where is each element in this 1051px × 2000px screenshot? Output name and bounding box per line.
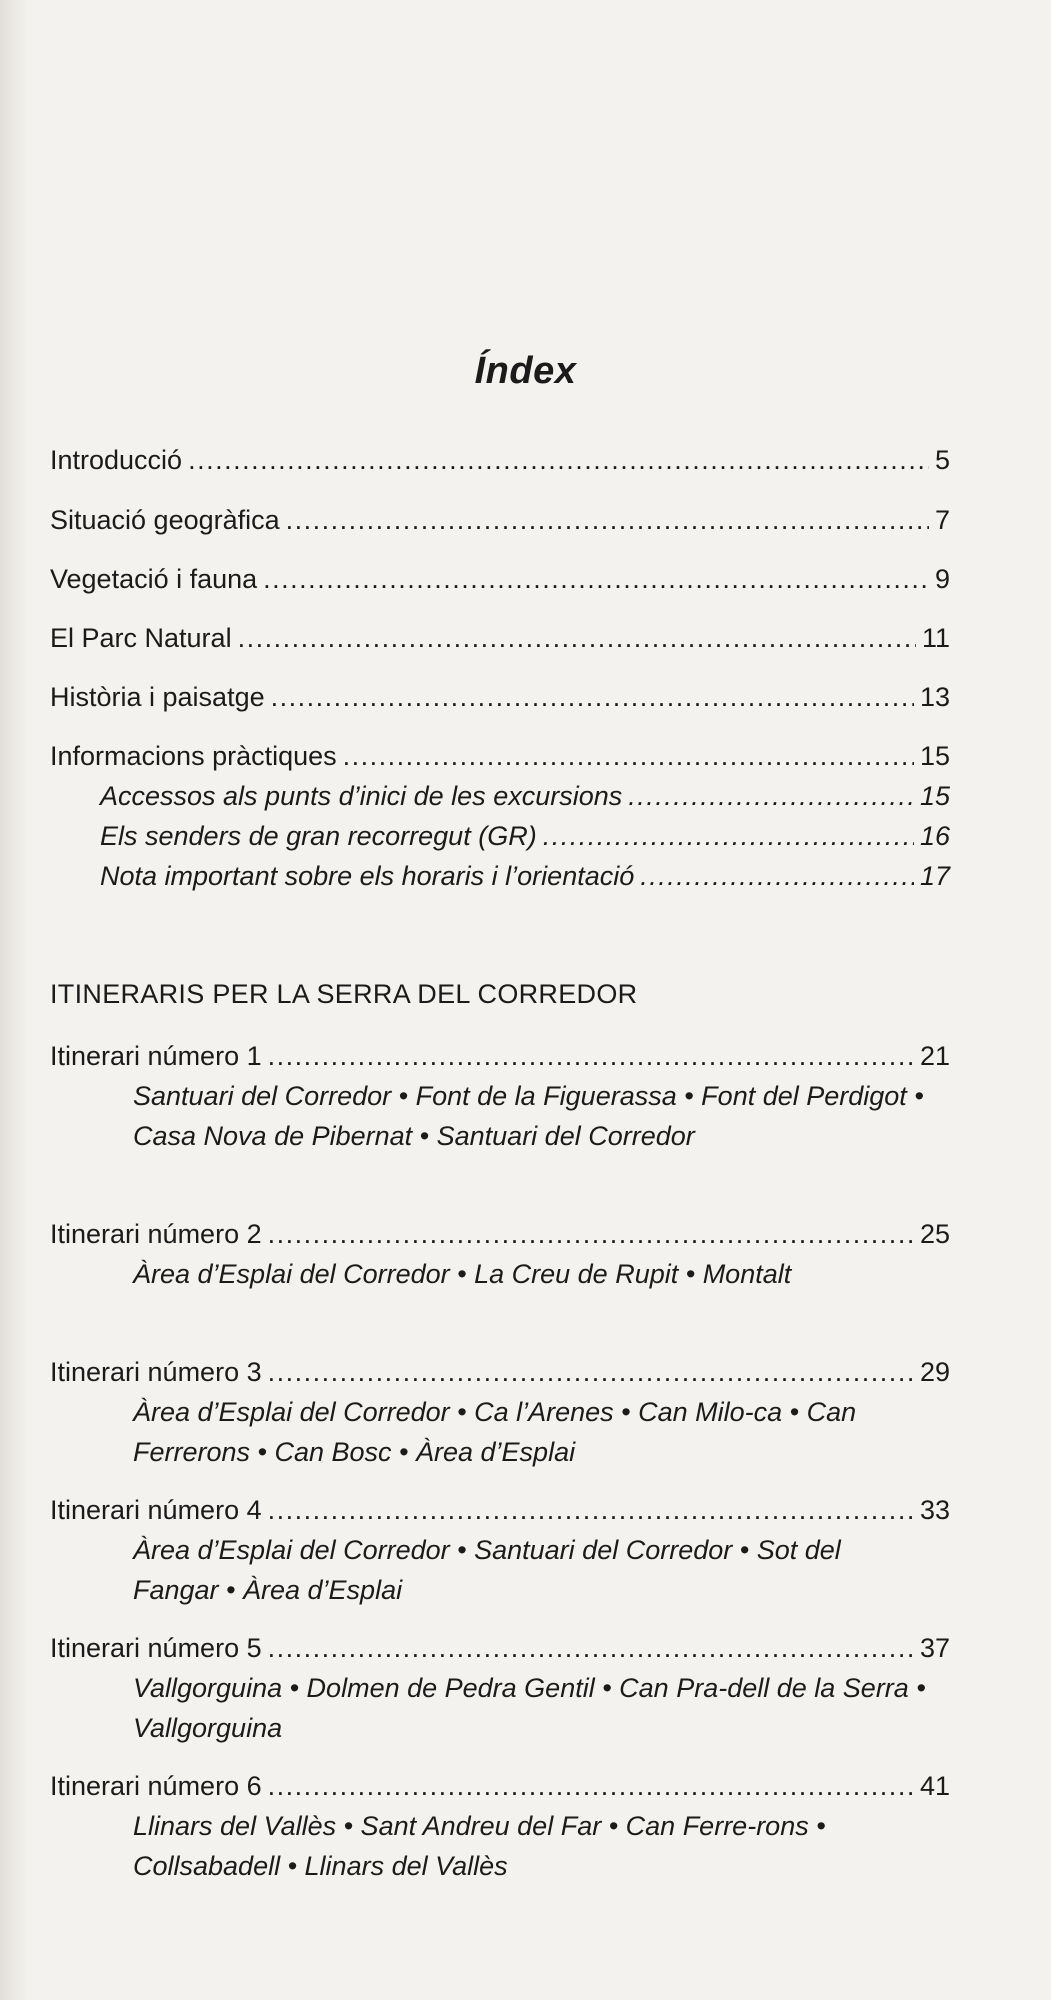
scan-edge-shadow [0, 0, 28, 2000]
leader-dots [286, 504, 929, 536]
leader-dots [263, 563, 929, 595]
itinerary-6-description: Llinars del Vallès • Sant Andreu del Far • Can Ferre-rons • Collsabadell • Llinars del Vallès [133, 1811, 826, 1881]
page-title: Índex [474, 350, 577, 392]
toc-entry-historia: Història i paisatge . . . 13 [50, 681, 950, 713]
leader-dots [640, 860, 914, 892]
leader-dots [268, 1356, 914, 1388]
leader-dots [268, 1494, 914, 1526]
toc-itinerary-2: Itinerari número 2 . . . 25 [50, 1218, 950, 1250]
toc-subentry-nota: Nota important sobre els horaris i l’orientació . . . 17 [100, 860, 950, 892]
leader-dots [628, 780, 914, 812]
itinerary-4-description: Àrea d’Esplai del Corredor • Santuari del Corredor • Sot del Fangar • Àrea d’Esplai [133, 1535, 841, 1605]
leader-dots [268, 1770, 914, 1802]
toc-itinerary-5: Itinerari número 5 . . . 37 [50, 1632, 950, 1664]
itinerary-5-description: Vallgorguina • Dolmen de Pedra Gentil • Can Pra-dell de la Serra • Vallgorguina [133, 1673, 926, 1743]
section-heading: ITINERARIS PER LA SERRA DEL CORREDOR [50, 979, 638, 1009]
toc-entry-parc-natural: El Parc Natural . . . 11 [50, 622, 950, 654]
itinerary-1-description: Santuari del Corredor • Font de la Figuerassa • Font del Perdigot • Casa Nova de Pibernat • Santuari del Corredor [133, 1081, 924, 1151]
toc-itinerary-1: Itinerari número 1 . . . 21 [50, 1040, 950, 1072]
toc-itinerary-3: Itinerari número 3 . . . 29 [50, 1356, 950, 1388]
leader-dots [268, 1040, 914, 1072]
toc-itinerary-6: Itinerari número 6 . . . 41 [50, 1770, 950, 1802]
toc-entry-situacio: Situació geogràfica . . . 7 [50, 504, 950, 536]
toc-entry-vegetacio: Vegetació i fauna . . . 9 [50, 563, 950, 595]
itinerary-2-description: Àrea d’Esplai del Corredor • La Creu de Rupit • Montalt [133, 1259, 792, 1289]
toc-subentry-accessos: Accessos als punts d’inici de les excursions . . . 15 [100, 780, 950, 812]
toc-entry-informacions: Informacions pràctiques . . . 15 [50, 740, 950, 772]
toc-entry-introduccio: Introducció . . . 5 [50, 444, 950, 476]
toc-itinerary-4: Itinerari número 4 . . . 33 [50, 1494, 950, 1526]
leader-dots [271, 681, 914, 713]
itinerary-3-description: Àrea d’Esplai del Corredor • Ca l’Arenes • Can Milo-ca • Can Ferrerons • Can Bosc • Àrea d’Esplai [133, 1397, 857, 1467]
leader-dots [343, 740, 914, 772]
leader-dots [268, 1632, 914, 1664]
leader-dots [268, 1218, 914, 1250]
leader-dots [238, 622, 916, 654]
leader-dots [543, 820, 914, 852]
toc-subentry-senders: Els senders de gran recorregut (GR) . . . 16 [100, 820, 950, 852]
leader-dots [188, 444, 929, 476]
